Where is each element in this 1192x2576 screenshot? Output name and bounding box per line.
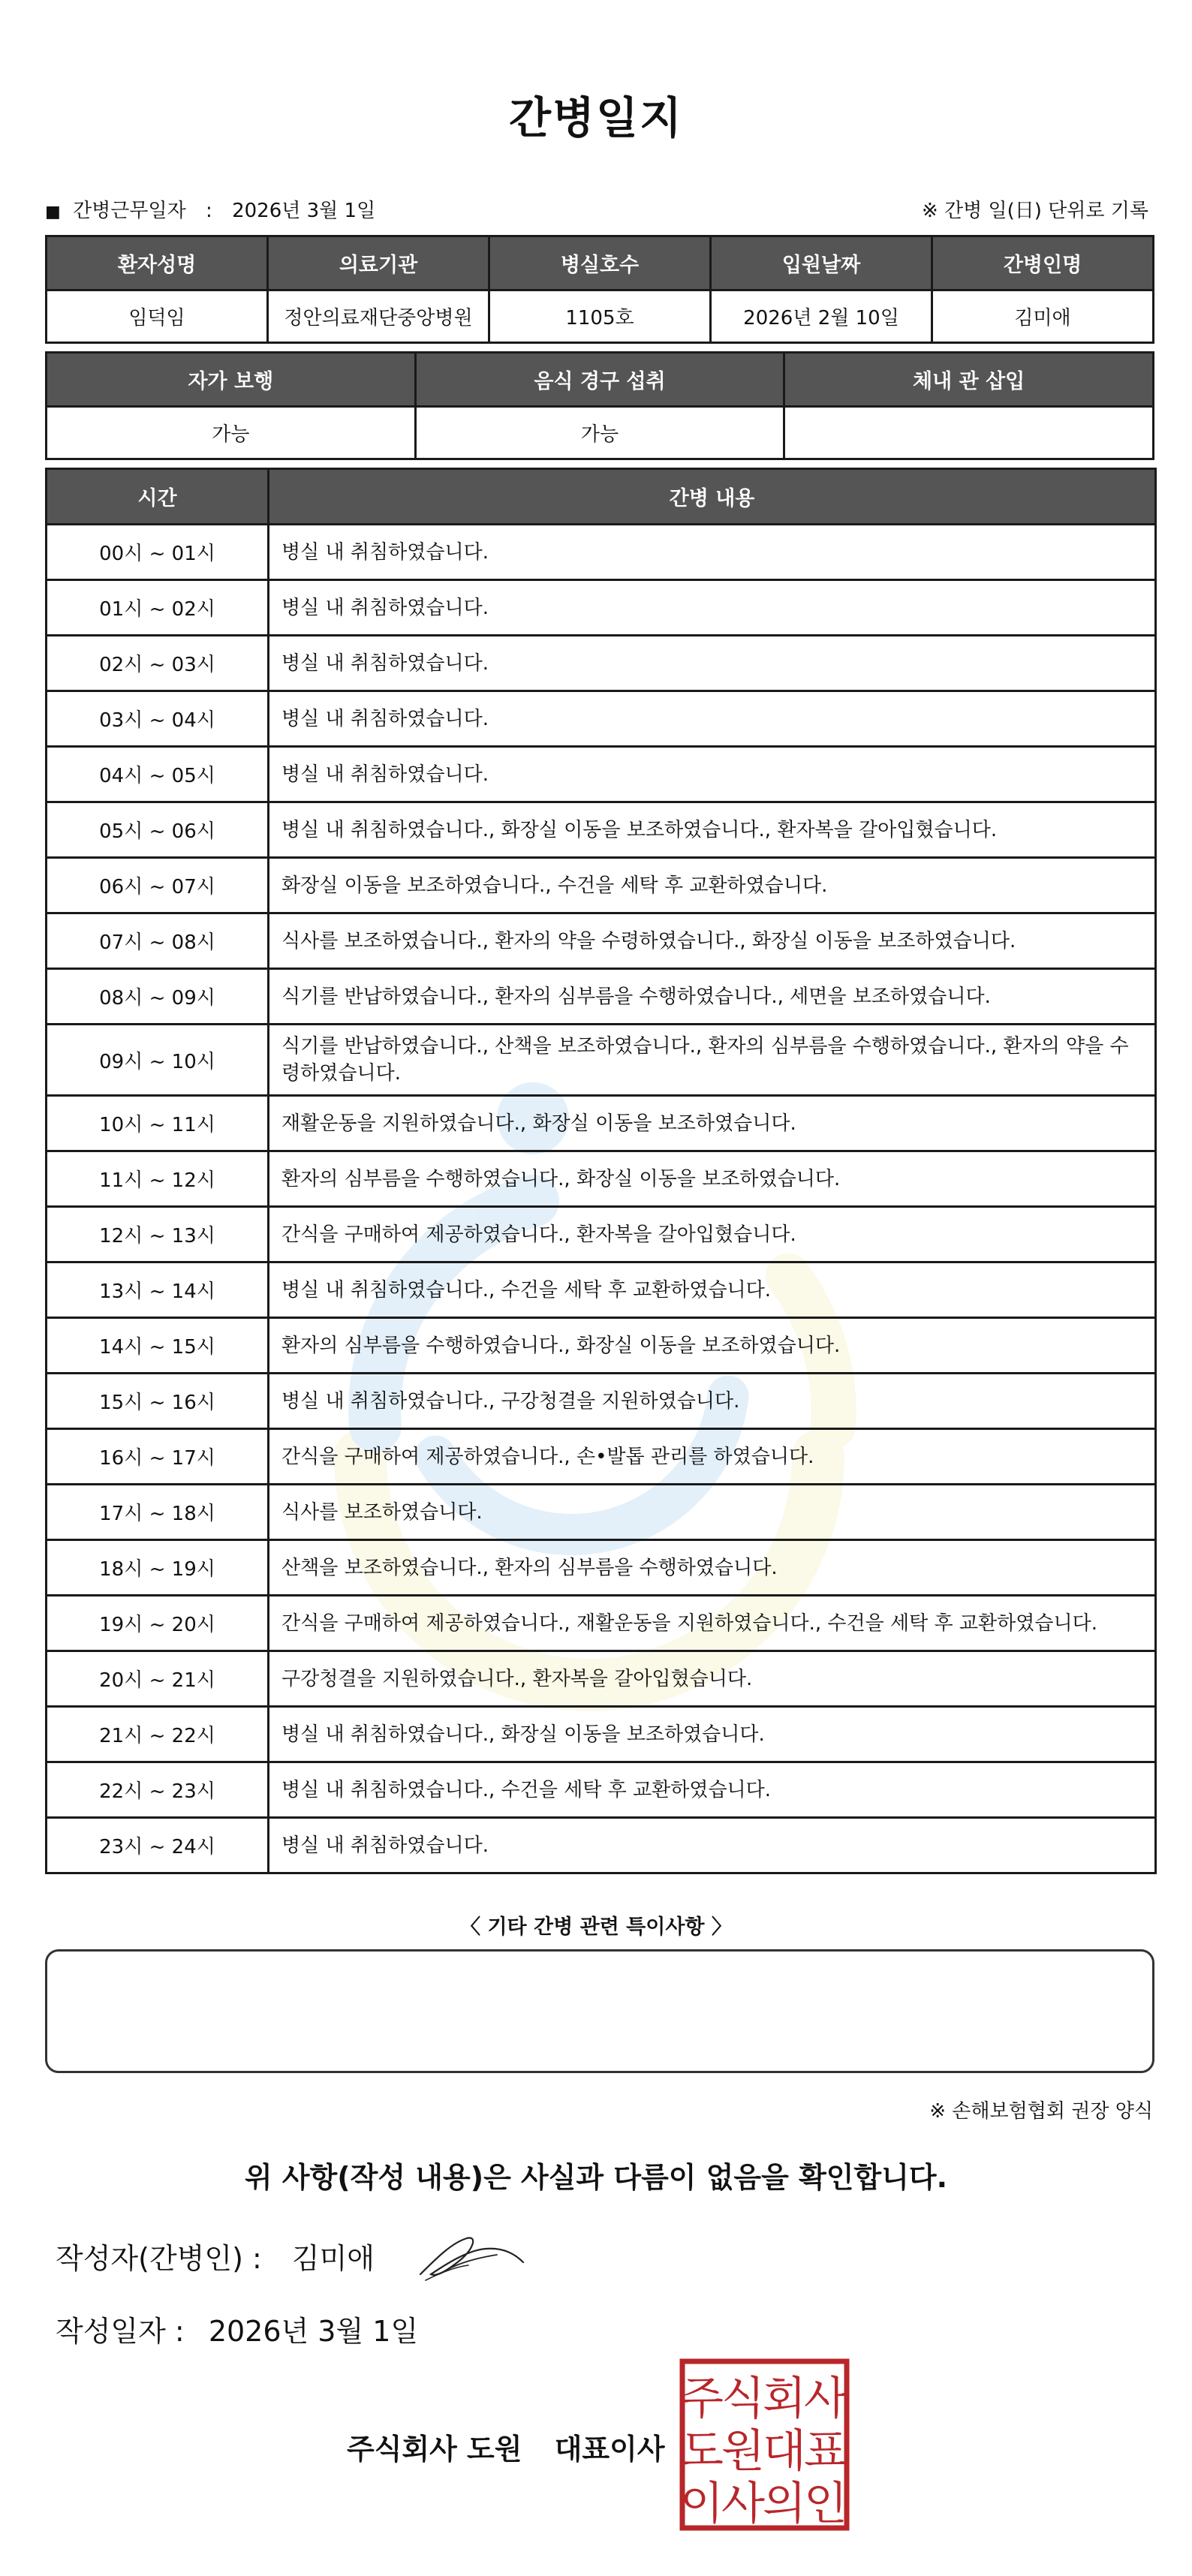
care-log-time: 00시 ~ 01시 (47, 525, 269, 580)
special-notes-box (45, 1949, 1154, 2073)
care-log-content: 재활운동을 지원하였습니다., 화장실 이동을 보조하였습니다. (269, 1096, 1156, 1151)
care-log-content: 병실 내 취침하였습니다., 수건을 세탁 후 교환하였습니다. (269, 1762, 1156, 1818)
status-header-row (47, 353, 1154, 407)
written-date-row (56, 2308, 418, 2349)
patient-info-header-row (47, 236, 1154, 290)
header-time: 시간 (47, 469, 269, 525)
work-date-separator: : (206, 199, 212, 222)
care-log-row (47, 858, 1156, 913)
svg-text:이: 이 (680, 2478, 724, 2530)
care-log-content: 병실 내 취침하였습니다., 화장실 이동을 보조하였습니다., 환자복을 갈아입혔습니다. (269, 802, 1156, 858)
header-room: 병실호수 (489, 236, 711, 290)
svg-text:식: 식 (721, 2373, 765, 2425)
care-log-row (47, 802, 1156, 858)
patient-status-table (45, 351, 1154, 460)
care-log-time: 21시 ~ 22시 (47, 1707, 269, 1762)
patient-name: 임덕임 (47, 290, 268, 343)
care-log-time: 15시 ~ 16시 (47, 1374, 269, 1429)
care-log-row (47, 1651, 1156, 1707)
care-log-row (47, 1540, 1156, 1596)
care-log-time: 18시 ~ 19시 (47, 1540, 269, 1596)
work-date-label: 간병근무일자 (73, 199, 186, 222)
company-name: 주식회사 도원 (347, 2433, 522, 2466)
header-caregiver: 간병인명 (932, 236, 1154, 290)
admission-date: 2026년 2월 10일 (711, 290, 932, 343)
care-log-content: 병실 내 취침하였습니다. (269, 636, 1156, 691)
care-log-row (47, 636, 1156, 691)
writer-label: 작성자(간병인) : (56, 2242, 262, 2275)
writer-name: 김미애 (291, 2242, 375, 2275)
status-value-row (47, 407, 1154, 459)
care-log-header-row (47, 469, 1156, 525)
svg-text:사: 사 (721, 2478, 765, 2530)
care-log-time: 12시 ~ 13시 (47, 1207, 269, 1262)
svg-text:의: 의 (763, 2478, 806, 2530)
care-log-row (47, 1429, 1156, 1485)
document-title: 간병일지 (508, 92, 684, 143)
care-log-time: 13시 ~ 14시 (47, 1262, 269, 1318)
svg-text:도: 도 (680, 2425, 724, 2478)
care-log-time: 05시 ~ 06시 (47, 802, 269, 858)
care-log-content: 간식을 구매하여 제공하였습니다., 재활운동을 지원하였습니다., 수건을 세탁 후 교환하였습니다. (269, 1596, 1156, 1651)
hospital-name: 정안의료재단중앙병원 (268, 290, 489, 343)
care-log-row (47, 1485, 1156, 1540)
svg-text:인: 인 (804, 2478, 847, 2530)
care-log-row (47, 913, 1156, 969)
care-log-content: 병실 내 취침하였습니다. (269, 691, 1156, 747)
company-seal-stamp-icon (679, 2358, 850, 2531)
svg-text:대: 대 (763, 2425, 806, 2478)
confirm-statement: 위 사항(작성 내용)은 사실과 다름이 없음을 확인합니다. (244, 2161, 948, 2194)
header-care-content: 간병 내용 (269, 469, 1156, 525)
care-log-row (47, 747, 1156, 802)
header-hospital: 의료기관 (268, 236, 489, 290)
care-log-row (47, 1096, 1156, 1151)
care-log-row (47, 1318, 1156, 1374)
care-log-time: 17시 ~ 18시 (47, 1485, 269, 1540)
care-log-time: 03시 ~ 04시 (47, 691, 269, 747)
representative-title: 대표이사 (554, 2433, 665, 2466)
care-log-time: 23시 ~ 24시 (47, 1818, 269, 1873)
care-log-time: 08시 ~ 09시 (47, 969, 269, 1025)
caregiver-name: 김미애 (932, 290, 1154, 343)
care-log-time: 11시 ~ 12시 (47, 1151, 269, 1207)
room-number: 1105호 (489, 290, 711, 343)
care-log-table (45, 468, 1157, 1874)
care-log-time: 07시 ~ 08시 (47, 913, 269, 969)
care-log-time: 02시 ~ 03시 (47, 636, 269, 691)
written-date-label: 작성일자 : (56, 2315, 185, 2348)
care-log-content: 병실 내 취침하였습니다. (269, 1818, 1156, 1873)
header-patient-name: 환자성명 (47, 236, 268, 290)
care-log-row (47, 1596, 1156, 1651)
signature-icon (414, 2228, 527, 2288)
care-log-time: 06시 ~ 07시 (47, 858, 269, 913)
care-log-content: 간식을 구매하여 제공하였습니다., 환자복을 갈아입혔습니다. (269, 1207, 1156, 1262)
care-log-content: 산책을 보조하였습니다., 환자의 심부름을 수행하였습니다. (269, 1540, 1156, 1596)
header-self-walking: 자가 보행 (47, 353, 416, 407)
work-date (45, 195, 375, 223)
care-log-row (47, 1818, 1156, 1873)
svg-text:원: 원 (721, 2425, 765, 2478)
care-log-body (47, 525, 1156, 1873)
oral-intake-value: 가능 (415, 407, 784, 459)
care-log-time: 10시 ~ 11시 (47, 1096, 269, 1151)
care-log-row (47, 1707, 1156, 1762)
patient-info-table (45, 235, 1154, 344)
care-log-content: 병실 내 취침하였습니다., 화장실 이동을 보조하였습니다. (269, 1707, 1156, 1762)
care-log-row (47, 580, 1156, 636)
care-log-row (47, 1262, 1156, 1318)
company-row (347, 2426, 665, 2467)
written-date-value: 2026년 3월 1일 (208, 2315, 419, 2348)
care-log-row (47, 1762, 1156, 1818)
unit-note: ※ 간병 일(日) 단위로 기록 (921, 199, 1148, 222)
special-notes-title: 〈 기타 간병 관련 특이사항 〉 (460, 1915, 732, 1939)
care-log-content: 식사를 보조하였습니다., 환자의 약을 수령하였습니다., 화장실 이동을 보조하였습니다. (269, 913, 1156, 969)
care-log-content: 병실 내 취침하였습니다., 구강청결을 지원하였습니다. (269, 1374, 1156, 1429)
care-log-time: 09시 ~ 10시 (47, 1025, 269, 1096)
care-log-content: 환자의 심부름을 수행하였습니다., 화장실 이동을 보조하였습니다. (269, 1318, 1156, 1374)
header-oral-intake: 음식 경구 섭취 (415, 353, 784, 407)
care-log-time: 04시 ~ 05시 (47, 747, 269, 802)
meta-row (45, 194, 1148, 224)
care-log-content: 식사를 보조하였습니다. (269, 1485, 1156, 1540)
care-log-row (47, 1374, 1156, 1429)
care-log-time: 01시 ~ 02시 (47, 580, 269, 636)
care-log-content: 간식을 구매하여 제공하였습니다., 손•발톱 관리를 하였습니다. (269, 1429, 1156, 1485)
care-log-row (47, 1025, 1156, 1096)
writer-row (56, 2235, 375, 2277)
care-log-row (47, 1207, 1156, 1262)
care-log-row (47, 969, 1156, 1025)
care-log-content: 화장실 이동을 보조하였습니다., 수건을 세탁 후 교환하였습니다. (269, 858, 1156, 913)
care-log-content: 환자의 심부름을 수행하였습니다., 화장실 이동을 보조하였습니다. (269, 1151, 1156, 1207)
care-log-time: 19시 ~ 20시 (47, 1596, 269, 1651)
work-date-value: 2026년 3월 1일 (232, 199, 376, 222)
recommend-note: ※ 손해보험협회 권장 양식 (929, 2100, 1153, 2123)
care-log-content: 병실 내 취침하였습니다. (269, 580, 1156, 636)
care-log-row (47, 1151, 1156, 1207)
svg-text:사: 사 (804, 2373, 847, 2425)
care-log-content: 식기를 반납하였습니다., 환자의 심부름을 수행하였습니다., 세면을 보조하였습니다. (269, 969, 1156, 1025)
care-log-time: 22시 ~ 23시 (47, 1762, 269, 1818)
header-admission-date: 입원날짜 (711, 236, 932, 290)
care-log-content: 병실 내 취침하였습니다. (269, 747, 1156, 802)
svg-text:회: 회 (763, 2373, 806, 2425)
care-log-time: 14시 ~ 15시 (47, 1318, 269, 1374)
care-log-row (47, 691, 1156, 747)
care-log-row (47, 525, 1156, 580)
care-log-content: 식기를 반납하였습니다., 산책을 보조하였습니다., 환자의 심부름을 수행하였습니다., 환자의 약을 수령하였습니다. (269, 1025, 1156, 1096)
care-log-content: 구강청결을 지원하였습니다., 환자복을 갈아입혔습니다. (269, 1651, 1156, 1707)
self-walking-value: 가능 (47, 407, 416, 459)
care-log-content: 병실 내 취침하였습니다., 수건을 세탁 후 교환하였습니다. (269, 1262, 1156, 1318)
care-log-content: 병실 내 취침하였습니다. (269, 525, 1156, 580)
svg-text:표: 표 (804, 2425, 847, 2478)
header-tube-insertion: 체내 관 삽입 (784, 353, 1154, 407)
bullet-square-icon: ■ (45, 202, 61, 221)
svg-text:주: 주 (680, 2373, 724, 2425)
care-log-time: 16시 ~ 17시 (47, 1429, 269, 1485)
patient-info-value-row (47, 290, 1154, 343)
tube-insertion-value (784, 407, 1154, 459)
care-log-time: 20시 ~ 21시 (47, 1651, 269, 1707)
